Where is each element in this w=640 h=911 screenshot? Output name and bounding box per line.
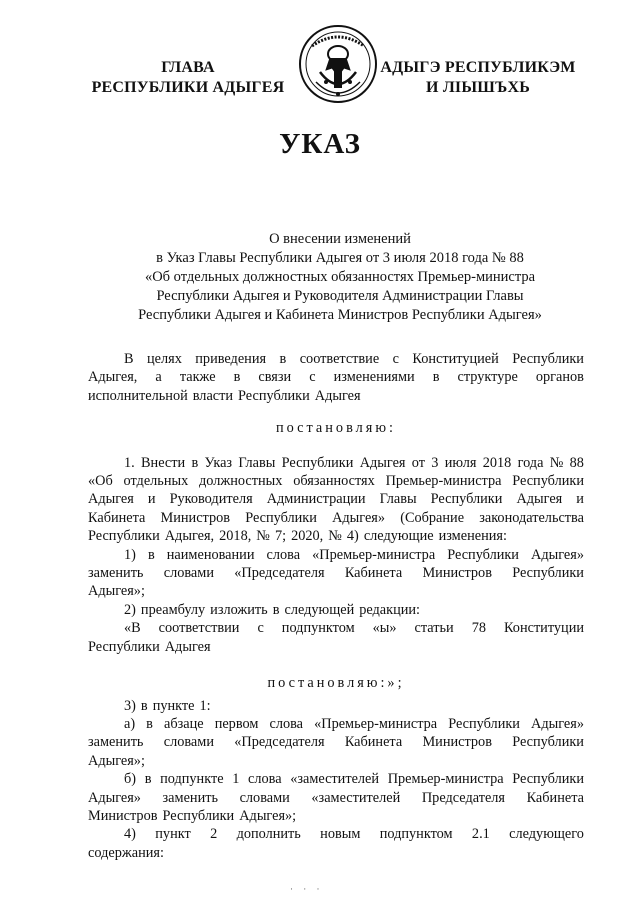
text-line xyxy=(88,715,584,733)
word: абзаце xyxy=(164,715,204,732)
word: Председателя xyxy=(421,789,505,806)
decree-word-quoted: постановляю:»; xyxy=(267,675,405,692)
word: Республики xyxy=(448,715,520,732)
word: новым xyxy=(320,826,361,843)
text-line xyxy=(88,582,584,600)
word: дополнить xyxy=(236,826,301,843)
word: наименовании xyxy=(166,546,255,563)
word: Республики xyxy=(88,638,160,655)
word: Кабинета xyxy=(526,789,584,806)
word: Главы xyxy=(379,491,417,508)
word: 3) xyxy=(124,697,136,714)
word: (Собрание xyxy=(400,509,465,526)
word: Республики xyxy=(281,454,354,471)
word: следующего xyxy=(509,826,584,843)
word: «ы» xyxy=(372,620,397,637)
word: обязанностях xyxy=(293,473,375,490)
text-line xyxy=(88,490,584,508)
word: в xyxy=(147,546,155,563)
document-type: УКАЗ xyxy=(279,128,361,160)
word: «Председателя xyxy=(234,565,325,582)
word: Адыгея» xyxy=(531,546,584,563)
text-line xyxy=(88,350,584,368)
word: Конституцией xyxy=(412,351,499,367)
word: Министров xyxy=(160,509,231,526)
word: Внести xyxy=(141,454,186,471)
word: 7; xyxy=(274,528,287,545)
word: Республики xyxy=(512,771,584,788)
word: Республики xyxy=(512,473,584,490)
word: также xyxy=(179,369,216,386)
decree-word: постановляю: xyxy=(276,420,396,437)
word: а) xyxy=(124,715,136,732)
word: Республики xyxy=(88,528,160,545)
word: 1: xyxy=(199,697,211,714)
word: с xyxy=(257,620,264,637)
word: 1 xyxy=(232,771,240,788)
word: Адыгея xyxy=(314,387,361,404)
quoted-preamble xyxy=(88,619,584,656)
word: 1) xyxy=(124,546,136,563)
text-line xyxy=(88,697,584,715)
scan-artifact: · · · xyxy=(290,884,324,894)
word: в xyxy=(233,369,241,386)
word: статьи xyxy=(414,620,454,637)
word: и xyxy=(147,491,156,508)
word: и xyxy=(576,491,584,508)
word: Адыгея xyxy=(164,638,211,655)
word: пункт xyxy=(155,826,191,843)
subitem-3b xyxy=(88,770,584,825)
subitem-3 xyxy=(88,697,584,715)
word: 2018 xyxy=(482,454,512,471)
word: заменить xyxy=(162,789,218,806)
word: В xyxy=(124,351,134,367)
text-line xyxy=(88,509,584,527)
word: заменить xyxy=(88,565,144,582)
subitem-1 xyxy=(88,546,584,601)
word: 78 xyxy=(471,620,486,637)
word: Премьер-министра xyxy=(387,771,504,788)
word: Министров xyxy=(88,807,158,824)
header-left-line: ГЛАВА xyxy=(161,59,215,76)
text-line xyxy=(88,789,584,807)
word: Администрации xyxy=(266,491,366,508)
text-line xyxy=(88,601,584,619)
word: слова xyxy=(269,715,304,732)
text-line xyxy=(88,619,584,637)
word: Адыгея, xyxy=(88,369,138,386)
word: следующей xyxy=(284,601,355,618)
text-line xyxy=(88,844,584,862)
word: Премьер-министра xyxy=(385,473,502,490)
word: целях xyxy=(146,351,182,367)
word: должностных xyxy=(199,473,283,490)
text-line xyxy=(88,807,584,825)
word: 1. xyxy=(124,454,135,471)
word: Республики xyxy=(447,546,519,563)
word: отдельных xyxy=(123,473,189,490)
word: словами xyxy=(239,789,290,806)
word: 2.1 xyxy=(471,826,490,843)
word: Республики xyxy=(245,509,317,526)
subitem-2 xyxy=(88,601,584,619)
word: Руководителя xyxy=(169,491,253,508)
title-line: Республики Адыгея и Руководителя Администрации Главы xyxy=(156,288,524,304)
word: Адыгея» xyxy=(88,789,141,806)
text-line xyxy=(88,454,584,472)
word: слова xyxy=(248,771,282,788)
word: Адыгея xyxy=(516,491,563,508)
word: «заместителей xyxy=(290,771,380,788)
word: № xyxy=(328,528,342,545)
word: Адыгея xyxy=(88,491,134,508)
word: «Премьер-министра xyxy=(314,715,438,732)
word: в xyxy=(191,454,199,471)
text-line xyxy=(88,770,584,788)
word: словами xyxy=(163,565,214,582)
word: июля xyxy=(444,454,477,471)
word: «Председателя xyxy=(234,734,325,751)
word: 2 xyxy=(210,826,218,843)
word: Республики xyxy=(512,734,584,751)
word: подпунктом xyxy=(379,826,453,843)
text-line xyxy=(88,564,584,582)
title-line: О внесении изменений xyxy=(269,231,411,247)
title-line: Республики Адыгея и Кабинета Министров Республики Адыгея» xyxy=(138,307,542,323)
decree-title xyxy=(100,230,580,325)
text-line xyxy=(88,733,584,751)
word: в xyxy=(146,715,153,732)
word: 2018, xyxy=(219,528,252,545)
word: изменения: xyxy=(438,528,507,545)
word: Указ xyxy=(204,454,233,471)
word: 88 xyxy=(569,454,584,471)
word: законодательства xyxy=(479,509,584,526)
word: Адыгея»; xyxy=(239,807,297,824)
preamble xyxy=(88,350,584,405)
header-left xyxy=(78,58,298,98)
word: следующие xyxy=(363,528,434,545)
subitem-4 xyxy=(88,825,584,862)
header-right-line: И ЛІЫШЪХЬ xyxy=(425,79,531,96)
text-line xyxy=(88,527,584,545)
word: приведения xyxy=(195,351,267,367)
word: от xyxy=(411,454,425,471)
word: Республики xyxy=(512,351,584,367)
word: Конституции xyxy=(503,620,584,637)
word: словами xyxy=(163,734,214,751)
word: редакции: xyxy=(359,601,421,618)
word: связи xyxy=(258,369,292,386)
word: в xyxy=(140,697,148,714)
word: изменениями xyxy=(333,369,415,386)
word: структуре xyxy=(457,369,518,386)
word: в xyxy=(432,369,440,386)
text-line xyxy=(88,546,584,564)
text-line xyxy=(88,472,584,490)
word: «Премьер-министра xyxy=(312,546,436,563)
word: 4) xyxy=(124,826,136,843)
word: № xyxy=(549,454,564,471)
word: Министров xyxy=(422,565,492,582)
header-left-line: РЕСПУБЛИКИ АДЫГЕЯ xyxy=(91,79,285,96)
word: заменить xyxy=(88,734,144,751)
word: Республики xyxy=(512,565,584,582)
word: Главы xyxy=(238,454,276,471)
text-line xyxy=(88,387,584,405)
word: Адыгея» xyxy=(332,509,386,526)
word: исполнительной xyxy=(88,387,188,404)
word: Адыгея»; xyxy=(88,752,145,769)
word: подпунктом xyxy=(281,620,355,637)
word: слова xyxy=(266,546,301,563)
title-line: в Указ Главы Республики Адыгея от 3 июля 2018 года № 88 xyxy=(156,250,524,266)
word: Кабинета xyxy=(344,734,403,751)
word: власти xyxy=(192,387,234,404)
word: пункте xyxy=(152,697,195,714)
word: в xyxy=(279,351,287,367)
word: с xyxy=(392,351,399,367)
decree-body xyxy=(88,350,584,862)
word: Кабинета xyxy=(344,565,403,582)
word: Кабинета xyxy=(88,509,146,526)
word: преамбулу xyxy=(140,601,206,618)
word: подпункте xyxy=(160,771,224,788)
word: № xyxy=(256,528,270,545)
word: Адыгея» xyxy=(531,715,584,732)
word: изложить xyxy=(210,601,268,618)
text-line xyxy=(88,752,584,770)
word: Адыгея, xyxy=(164,528,215,545)
word: б) xyxy=(124,771,137,788)
word: 3 xyxy=(431,454,439,471)
word: 4) xyxy=(346,528,359,545)
text-line xyxy=(88,368,584,386)
title-line: «Об отдельных должностных обязанностях Премьер-министра xyxy=(144,269,536,285)
word: года xyxy=(517,454,544,471)
word: Республики xyxy=(162,807,235,824)
header-right-line: АДЫГЭ РЕСПУБЛИКЭМ xyxy=(380,59,576,76)
word: первом xyxy=(214,715,259,732)
word: в xyxy=(144,771,152,788)
word: Республики xyxy=(238,387,310,404)
word: Республики xyxy=(430,491,503,508)
word: соответствие xyxy=(299,351,380,367)
text-line xyxy=(88,825,584,843)
text-line xyxy=(88,638,584,656)
word: Адыгея»; xyxy=(88,583,145,600)
word: «Об xyxy=(88,473,113,490)
header-right xyxy=(368,58,588,98)
word: а xyxy=(155,369,162,386)
word: 2) xyxy=(124,601,136,618)
word: Министров xyxy=(422,734,492,751)
subitem-3a xyxy=(88,715,584,770)
word: «В xyxy=(124,620,141,637)
word: Адыгея xyxy=(359,454,406,471)
word: 2020, xyxy=(291,528,324,545)
word: соответствии xyxy=(158,620,240,637)
word: содержания: xyxy=(88,844,164,861)
word: «заместителей xyxy=(311,789,401,806)
word: в xyxy=(272,601,280,618)
word: органов xyxy=(535,369,584,386)
item-1 xyxy=(88,454,584,546)
word: с xyxy=(309,369,316,386)
